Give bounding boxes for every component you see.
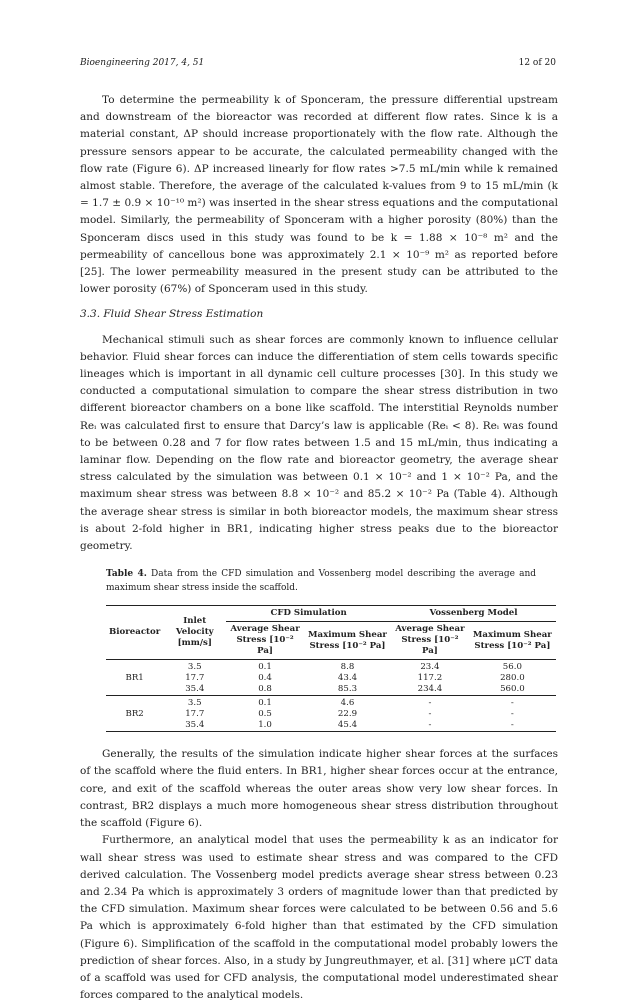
voss-average-cell: 234.4 [417, 684, 443, 695]
cfd-maximum-cell: 45.4 [304, 720, 391, 732]
voss-average-cell: - [391, 720, 469, 732]
cfd-average-cell: 0.8 [258, 684, 272, 695]
header-inlet-velocity: Inlet Velocity [mm/s] [163, 606, 226, 660]
voss-maximum-cell: - [469, 720, 556, 732]
table-row [106, 696, 556, 710]
table-caption-label: Table 4. [106, 569, 147, 580]
header-cfd-group: CFD Simulation [226, 606, 391, 622]
header-vossenberg-group: Vossenberg Model [391, 606, 556, 622]
table-caption-text: Data from the CFD simulation and Vossenberg model describing the average and maximum shear stress inside the scaffold. [106, 569, 537, 594]
cfd-average-cell: 0.4 [258, 673, 272, 684]
cfd-maximum-cell: 22.9 [337, 709, 358, 720]
header-cfd-average: Average Shear Stress [10⁻² Pa] [226, 622, 304, 660]
cfd-maximum-cell: 8.8 [340, 662, 355, 673]
header-voss-average: Average Shear Stress [10⁻² Pa] [391, 622, 469, 660]
voss-maximum-cell: 56.0 [502, 662, 522, 673]
article-body [80, 92, 558, 1004]
voss-maximum-cell: - [510, 709, 514, 720]
velocity-cell: 17.7 [185, 673, 205, 684]
shear-stress-paragraph: Mechanical stimuli such as shear forces are commonly known to influence cellular behavior. Fluid shear forces can induce the differentiation of stem cells towards specific lineages which is important in all dynamic cell culture processes [30]. In this study we conducted a computational simulation to compare the shear stress distribution in two different bioreactor chambers on a bone like scaffold. The interstitial Reynolds number Reᵢ was calculated first to ensure that Darcy’s law is applicable (Reᵢ < 8). Reᵢ was found to be between 0.28 and 7 for flow rates between 1.5 and 15 mL/min, thus indicating a laminar flow. Depending on the flow rate and bioreactor geometry, the average shear stress calculated by the simulation was between 0.1 × 10⁻² and 1 × 10⁻² Pa, and the maximum shear stress was between 8.8 × 10⁻² and 85.2 × 10⁻² Pa (Table 4). Although the average shear stress is similar in both bioreactor models, the maximum shear stress is about 2-fold higher in BR1, indicating higher stress peaks due to the bioreactor geometry. [80, 333, 558, 553]
table-row [106, 673, 556, 684]
velocity-cell: 3.5 [163, 696, 226, 710]
page-header [80, 58, 556, 72]
cfd-average-cell: 0.1 [258, 662, 272, 673]
voss-maximum-cell: 280.0 [500, 673, 525, 684]
journal-citation: Bioengineering 2017, 4, 51 [80, 58, 205, 68]
header-cfd-maximum: Maximum Shear Stress [10⁻² Pa] [304, 622, 391, 660]
cfd-average-cell: 1.0 [226, 720, 304, 732]
shear-stress-table [106, 605, 556, 732]
table-row [106, 720, 556, 732]
cfd-maximum-cell: 43.4 [337, 673, 358, 684]
cfd-maximum-cell: 85.3 [337, 684, 358, 695]
velocity-cell: 3.5 [187, 662, 202, 673]
voss-average-cell: 117.2 [417, 673, 443, 684]
page-number: 12 of 20 [518, 58, 556, 68]
permeability-paragraph: To determine the permeability k of Sponceram, the pressure differential upstream and downstream of the bioreactor was recorded at different flow rates. Since k is a material constant, ΔP should increase proportionately with the flow rate. Although the pressure sensors appear to be accurate, the calculated permeability changed with the flow rate (Figure 6). ΔP increased linearly for flow rates >7.5 mL/min while k remained almost stable. Therefore, the average of the calculated k-values from 9 to 15 mL/min (k = 1.7 ± 0.9 × 10⁻¹⁰ m²) was inserted in the shear stress equations and the computational model. Similarly, the permeability of Sponceram with a higher porosity (80%) than the Sponceram discs used in this study was found to be k = 1.88 × 10⁻⁸ m² and the permeability of cancellous bone was approximately 2.1 × 10⁻⁹ m² as reported before [25]. The lower permeability measured in the present study can be attributed to the lower porosity (67%) of Sponceram used in this study. [80, 94, 558, 296]
table-caption [106, 567, 536, 595]
table-row [106, 660, 556, 674]
bioreactor-cell: BR2 [106, 696, 163, 732]
results-paragraph: Generally, the results of the simulation indicate higher shear forces at the surfaces of the scaffold where the fluid enters. In BR1, higher shear forces occur at the entrance, core, and exit of the scaffold whereas the outer areas show very low shear forces. In contrast, BR2 displays a much more homogeneous shear stress distribution throughout the scaffold (Figure 6). [80, 748, 558, 830]
voss-maximum-cell: 560.0 [500, 684, 525, 695]
table-row [106, 709, 556, 720]
voss-average-cell: - [391, 696, 469, 710]
voss-average-cell: 23.4 [420, 662, 440, 673]
section-heading: 3.3. Fluid Shear Stress Estimation [80, 308, 264, 321]
voss-average-cell: - [428, 709, 432, 720]
voss-maximum-cell: - [469, 696, 556, 710]
cfd-maximum-cell: 4.6 [304, 696, 391, 710]
velocity-cell: 17.7 [185, 709, 205, 720]
cfd-average-cell: 0.1 [226, 696, 304, 710]
bioreactor-cell: BR1 [125, 673, 144, 684]
velocity-cell: 35.4 [163, 720, 226, 732]
table-row [106, 684, 556, 696]
cfd-average-cell: 0.5 [258, 709, 272, 720]
header-voss-maximum: Maximum Shear Stress [10⁻² Pa] [469, 622, 556, 660]
header-bioreactor: Bioreactor [106, 606, 163, 660]
velocity-cell: 35.4 [185, 684, 205, 695]
analytical-model-paragraph: Furthermore, an analytical model that uses the permeability k as an indicator for wall shear stress was used to estimate shear stress and was compared to the CFD derived calculation. The Vossenberg model predicts average shear stress between 0.23 and 2.34 Pa which is approximately 3 orders of magnitude lower than that predicted by the CFD simulation. Maximum shear forces were calculated to be between 0.56 and 5.6 Pa which is approximately 6-fold higher than that estimated by the CFD simulation (Figure 6). Simplification of the scaffold in the computational model probably lowers the prediction of shear forces. Also, in a study by Jungreuthmayer, et al. [31] where μCT data of a scaffold was used for CFD analysis, the computational model underestimated shear forces compared to the analytical models. [80, 834, 558, 1002]
